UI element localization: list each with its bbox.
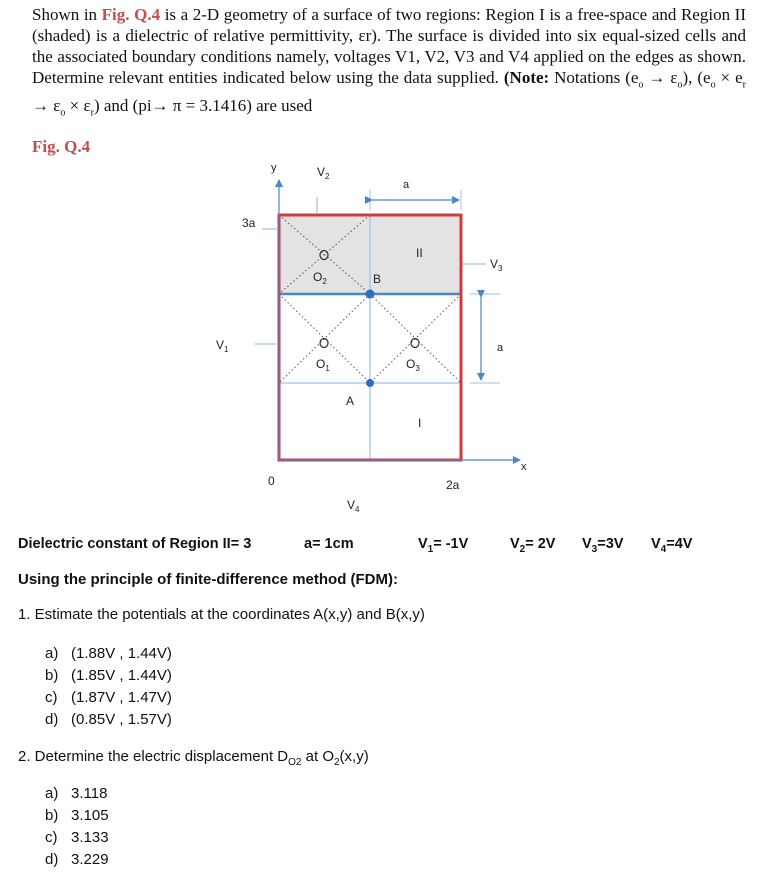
note-label: (Note: (503, 68, 555, 87)
o1-label: $O_1$ (316, 357, 330, 373)
o1-marker (320, 339, 328, 348)
notation-sub: r (90, 107, 94, 119)
x-axis-label: x (521, 461, 527, 473)
notation-text: → ε (643, 68, 678, 87)
figure-label: Fig. Q.4 (32, 137, 91, 156)
region-i-label: I (418, 416, 422, 430)
notation-sub: o (710, 79, 716, 91)
option-item: d) (0.85V , 1.57V) (45, 711, 172, 728)
option-item: b) 3.105 (45, 807, 109, 824)
question-1: 1. Estimate the potentials at the coordinates A(x,y) and B(x,y) (18, 606, 425, 623)
question-1-options (45, 643, 172, 731)
notation-text: ), (e (682, 68, 711, 87)
v1-label: $V_1$ (216, 338, 229, 354)
v1-value: $V_1= -1V$ (418, 536, 469, 555)
question-2: 2. Determine the electric displacement $D_{O2}$ at $O_2(x,y)$ (18, 748, 369, 768)
notation-sub: o (677, 79, 683, 91)
notation-text: ) and (pi→ π = 3.1416) are used (93, 96, 313, 116)
label-2a: 2a (446, 478, 460, 492)
intro-text: Shown in (32, 5, 102, 24)
notation-text: Notations (e (554, 68, 639, 87)
option-item: c) 3.133 (45, 829, 109, 846)
origin-label: 0 (268, 474, 275, 488)
v2-label: $V_2$ (317, 165, 330, 181)
v2-value: $V_2= 2V$ (510, 536, 556, 555)
option-item: a) 3.118 (45, 785, 108, 802)
dim-a-right-label: a (497, 342, 504, 354)
dimension-a-top (370, 190, 461, 210)
o3-marker (411, 339, 419, 348)
v3-label: $V_3$ (490, 257, 503, 273)
given-values (18, 536, 758, 556)
notation-sub: r (742, 79, 746, 91)
option-item: d) 3.229 (45, 851, 109, 868)
y-axis-label: y (271, 162, 277, 174)
notation-sub: o (60, 107, 66, 119)
notation-text: × ε (65, 96, 91, 116)
cell-size: a= 1cm (304, 536, 354, 552)
dim-a-top-label: a (403, 179, 410, 191)
label-3a: 3a (242, 216, 256, 230)
dielectric-constant: Dielectric constant of Region II= 3 (18, 536, 252, 552)
point-b-label: B (373, 272, 382, 286)
dimension-a-right (470, 294, 500, 383)
intro-text: is a 2-D geometry of a surface of two regions: Region I is a free-space and Region II (shaded) is a dielectric of relative permittivity, εr). The surface is divided into six equal-sized cells and the associated boundary conditions namely, voltages V1, V2, V3 and V4 applied on the edges as shown. Determine relevant entities indicated below using the data supplied. (32, 5, 746, 87)
o3-label: $O_3$ (406, 357, 420, 373)
region-ii-label: II (416, 246, 423, 260)
figure-reference: Fig. Q.4 (101, 5, 161, 24)
point-a-label: A (346, 394, 355, 408)
v3-value: $V_3=3V$ (582, 536, 624, 555)
v4-label: $V_4$ (347, 498, 360, 514)
option-item: a) (1.88V , 1.44V) (45, 645, 172, 662)
notation-sub: o (638, 79, 644, 91)
v4-value: $V_4=4V$ (651, 536, 693, 555)
point-b (366, 290, 375, 299)
option-item: c) (1.87V , 1.47V) (45, 689, 172, 706)
method-heading: Using the principle of finite-difference method (FDM): (18, 571, 398, 588)
point-a (366, 379, 374, 387)
notation-text: × e (715, 68, 743, 87)
option-item: b) (1.85V , 1.44V) (45, 667, 172, 684)
notation-text: → ε (32, 96, 61, 116)
o2-label: $O_2$ (313, 270, 327, 286)
question-2-options (45, 783, 109, 871)
